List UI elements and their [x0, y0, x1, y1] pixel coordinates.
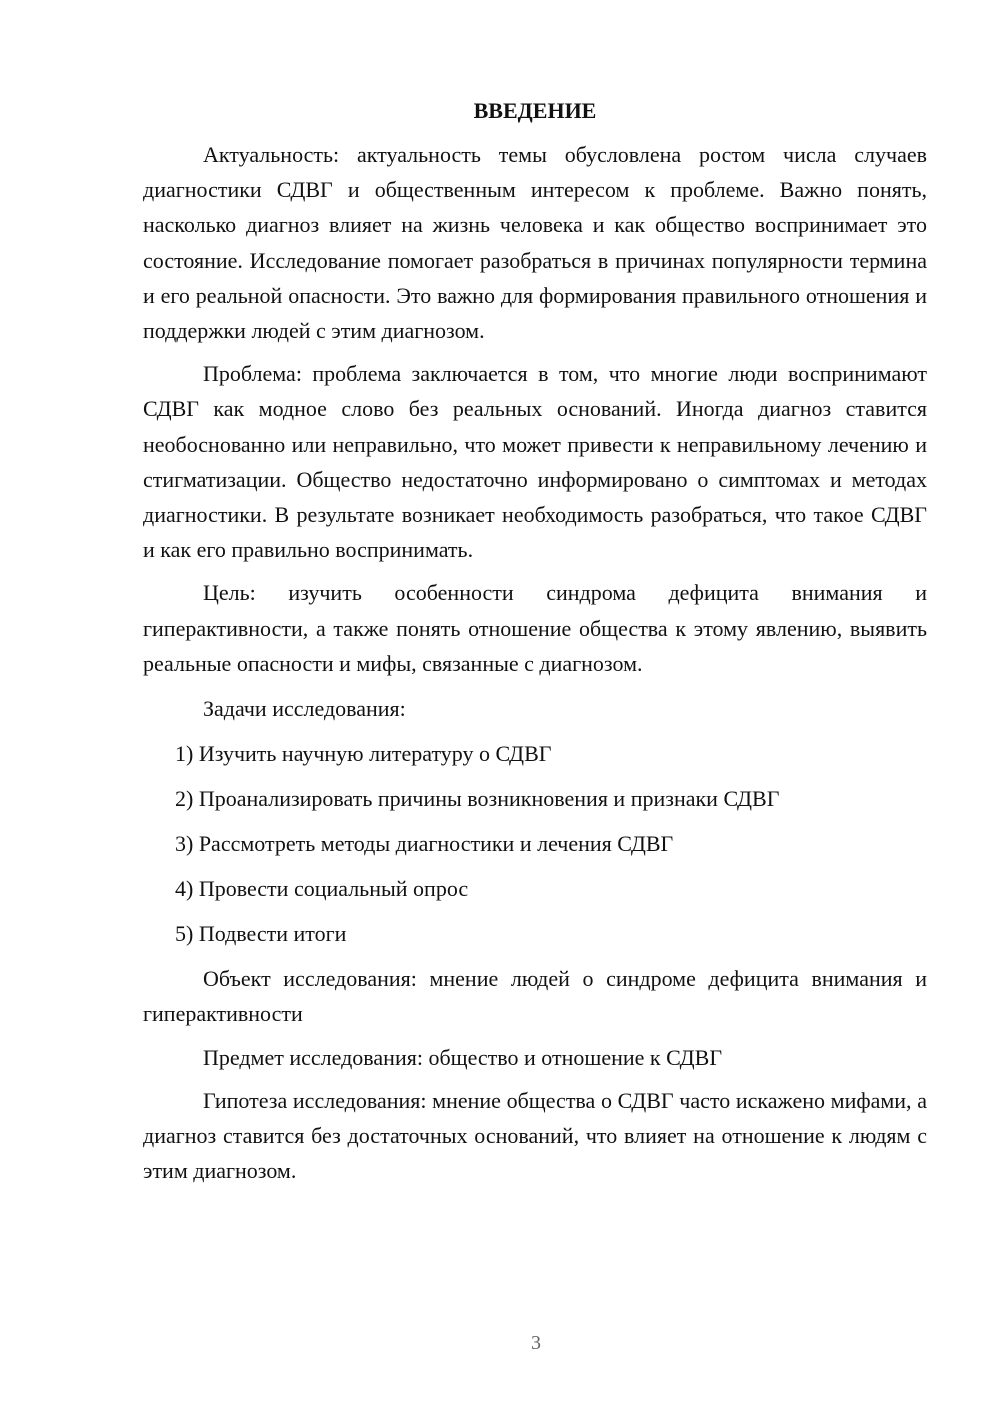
task-item: 2) Проанализировать причины возникновения и признаки СДВГ: [175, 786, 780, 812]
problem-paragraph: Проблема: проблема заключается в том, что многие люди воспринимают СДВГ как модное слово без реальных оснований. Иногда диагноз ставится необоснованно или неправильно, что может привести к неправильному лечению и стигматизации. Общество недостаточно информировано о симптомах и методах диагностики. В результате возникает необходимость разобраться, что такое СДВГ и как его правильно воспринимать.: [143, 361, 927, 563]
tasks-list: [143, 736, 927, 951]
hypothesis-paragraph: Гипотеза исследования: мнение общества о СДВГ часто искажено мифами, а диагноз ставится без достаточных оснований, что влияет на отношение к людям с этим диагнозом.: [143, 1087, 927, 1184]
page-number: 3: [531, 1332, 541, 1354]
subject-paragraph: Предмет исследования: общество и отношение к СДВГ: [203, 1044, 723, 1070]
page-content: [143, 95, 927, 1188]
task-item: 1) Изучить научную литературу о СДВГ: [175, 741, 552, 767]
goal-paragraph: Цель: изучить особенности синдрома дефицита внимания и гиперактивности, а также понять отношение общества к этому явлению, выявить реальные опасности и мифы, связанные с диагнозом.: [143, 580, 927, 676]
tasks-heading: Задачи исследования:: [203, 696, 406, 722]
object-paragraph: Объект исследования: мнение людей о синдроме дефицита внимания и гиперактивности: [143, 966, 927, 1027]
task-item: 3) Рассмотреть методы диагностики и лечения СДВГ: [175, 831, 674, 857]
task-item: 5) Подвести итоги: [175, 921, 347, 947]
task-item: 4) Провести социальный опрос: [175, 876, 469, 902]
section-heading: ВВЕДЕНИЕ: [473, 98, 597, 123]
actuality-paragraph: Актуальность: актуальность темы обусловлена ростом числа случаев диагностики СДВГ и общественным интересом к проблеме. Важно понять, насколько диагноз влияет на жизнь человека и как общество воспринимает это состояние. Исследование помогает разобраться в причинах популярности термина и его реальной опасности. Это важно для формирования правильного отношения и поддержки людей с этим диагнозом.: [143, 142, 927, 344]
